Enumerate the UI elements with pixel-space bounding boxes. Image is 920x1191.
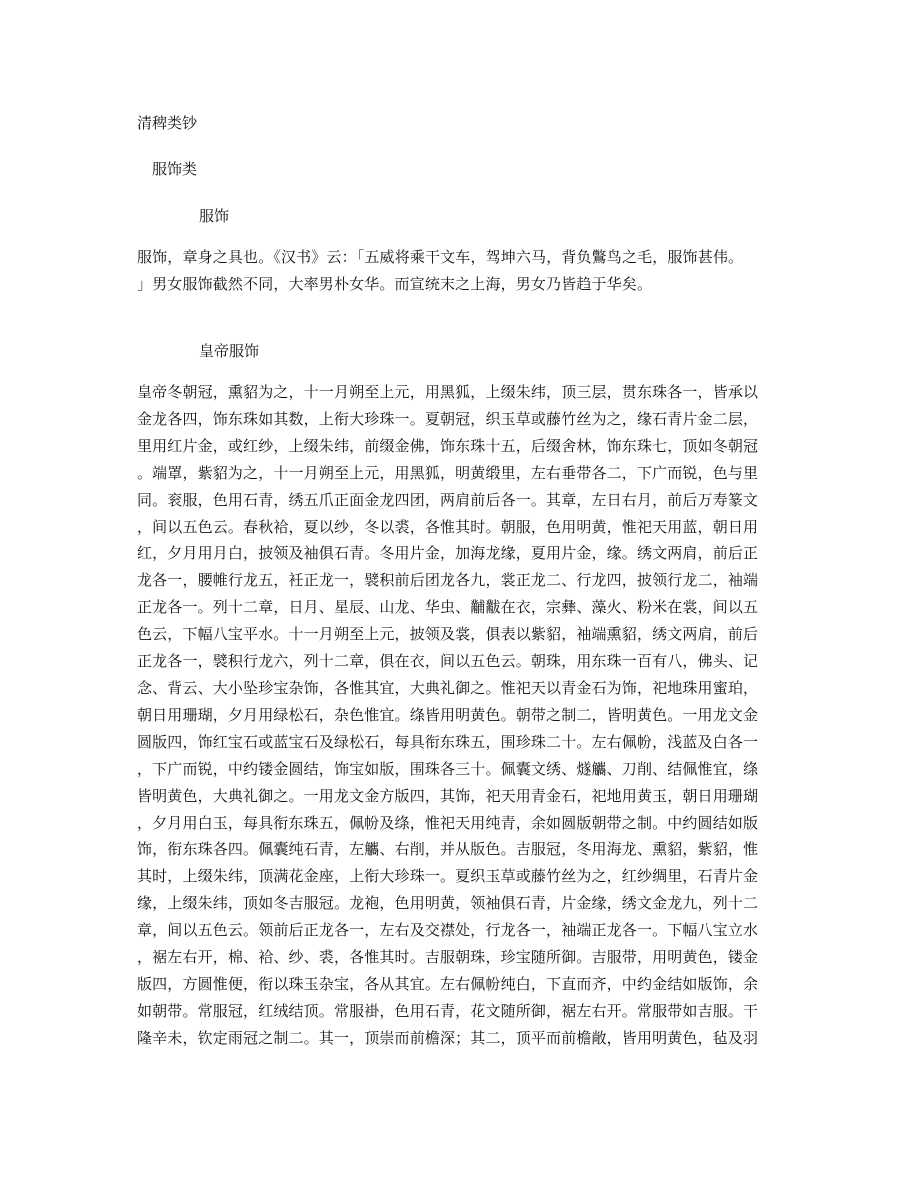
text-line: 缘，上缀朱纬，顶如冬吉服冠。龙袍，色用明黄，领袖俱石青，片金缘，绣文金龙九，列十二 (137, 894, 759, 913)
text-line: ，间以五色云。春秋袷，夏以纱，冬以裘，各惟其时。朝服，色用明黄，惟祀天用蓝，朝日用 (137, 517, 759, 536)
text-line: ，裾左右开，棉、袷、纱、裘，各惟其时。吉服朝珠，珍宝随所御。吉服带，用明黄色，镂金 (137, 948, 759, 967)
text-line: 里用红片金，或红纱，上缀朱纬，前缀金佛，饰东珠十五，后缀舍林，饰东珠七，顶如冬朝冠 (137, 436, 759, 455)
text-line: 色云，下幅八宝平水。十一月朔至上元，披领及裳，俱表以紫貂，袖端熏貂，绣文两肩，前后 (137, 625, 759, 644)
section-title-fushi: 服饰 (199, 207, 230, 225)
text-line: 念、背云、大小坠珍宝杂饰，各惟其宜，大典礼御之。惟祀天以青金石为饰，祀地珠用蜜珀， (137, 678, 759, 697)
text-line: 皇帝冬朝冠，熏貂为之，十一月朔至上元，用黑狐，上缀朱纬，顶三层，贯东珠各一，皆承以 (137, 383, 759, 401)
text-line: 饰，衔东珠各四。佩囊纯石青，左觿、右削，并从版色。吉服冠，冬用海龙、熏貂，紫貂，惟 (137, 840, 759, 859)
text-line: 朝日用珊瑚，夕月用绿松石，杂色惟宜。绦皆用明黄色。朝带之制二，皆明黄色。一用龙文金 (137, 705, 759, 724)
text-line: 金龙各四，饰东珠如其数，上衔大珍珠一。夏朝冠，织玉草或藤竹丝为之，缘石青片金二层， (137, 409, 759, 428)
text-line: 同。衮服，色用石青，绣五爪正面金龙四团，两肩前后各一。其章，左日右月，前后万寿篆文 (137, 490, 759, 509)
text-line: 红，夕月用月白，披领及袖俱石青。冬用片金，加海龙缘，夏用片金，缘。绣文两肩，前后正 (137, 544, 759, 563)
text-line: 章，间以五色云。领前后正龙各一，左右及交襟处，行龙各一，袖端正龙各一。下幅八宝立水 (137, 921, 759, 940)
section-paragraph-fushi (137, 244, 785, 298)
text-line: 正龙各一，襞积行龙六，列十二章，俱在衣，间以五色云。朝珠，用东珠一百有八，佛头、记 (137, 652, 759, 671)
text-line: 圆版四，饰红宝石或蓝宝石及绿松石，每具衔东珠五，围珍珠二十。左右佩帉，浅蓝及白各一 (137, 732, 759, 751)
text-line: 如朝带。常服冠，红绒结顶。常服褂，色用石青，花文随所御，裾左右开。常服带如吉服。干 (137, 1001, 759, 1020)
category-heading: 服饰类 (152, 160, 198, 178)
text-line: 」男女服饰截然不同，大率男朴女华。而宣统末之上海，男女乃皆趋于华矣。 (137, 274, 653, 293)
book-title: 清稗类钞 (137, 114, 198, 132)
section-title-emperor-attire: 皇帝服饰 (199, 342, 260, 360)
text-line: 龙各一，腰帷行龙五，衽正龙一，襞积前后团龙各九，裳正龙二、行龙四，披领行龙二，袖端 (137, 571, 759, 590)
text-line: 。端罩，紫貂为之，十一月朔至上元，用黑狐，明黄缎里，左右垂带各二，下广而锐，色与里 (137, 463, 759, 482)
text-line: 隆辛未，钦定雨冠之制二。其一，顶崇而前檐深；其二，顶平而前檐敞，皆用明黄色，毡及羽 (137, 1028, 759, 1047)
text-line: ，夕月用白玉，每具衔东珠五，佩帉及绦，惟祀天用纯青，余如圆版朝带之制。中约圆结如版 (137, 813, 759, 832)
text-line: 版四，方圆惟便，衔以珠玉杂宝，各从其宜。左右佩帉纯白，下直而齐，中约金结如版饰，余 (137, 974, 759, 993)
text-line: ，下广而锐，中约镂金圆结，饰宝如版，围珠各三十。佩囊文绣、燧觿、刀削、结佩惟宜，绦 (137, 759, 759, 778)
text-line: 皆明黄色，大典礼御之。一用龙文金方版四，其饰，祀天用青金石，祀地用黄玉，朝日用珊瑚 (137, 786, 759, 805)
text-line: 正龙各一。列十二章，日月、星辰、山龙、华虫、黼黻在衣，宗彝、藻火、粉米在裳，间以五 (137, 598, 759, 617)
text-line: 服饰，章身之具也。《汉书》云：「五威将乘干文车，驾坤六马，背负鷩鸟之毛，服饰甚伟。 (137, 248, 744, 266)
text-line: 其时，上缀朱纬，顶满花金座，上衔大珍珠一。夏织玉草或藤竹丝为之，红纱绸里，石青片金 (137, 867, 759, 886)
section-paragraph-emperor-attire (137, 379, 785, 1052)
